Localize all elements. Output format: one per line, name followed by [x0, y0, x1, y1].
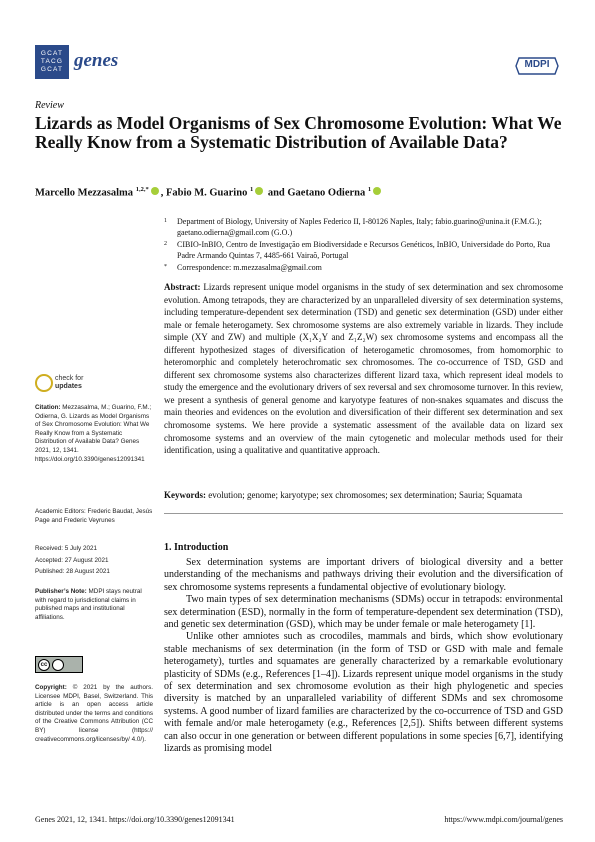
cc-license-badge[interactable] — [35, 656, 83, 673]
attribution-icon — [52, 659, 64, 671]
page-footer — [35, 815, 563, 824]
keywords-text: evolution; genome; karyotype; sex chromosomes; sex determination; Sauria; Squamata — [208, 490, 523, 500]
logo-line: GCAT — [40, 66, 64, 73]
logo-line: TACG — [40, 58, 64, 65]
body-text — [164, 557, 563, 756]
article-title: Lizards as Model Organisms of Sex Chromosome Evolution: What We Really Know from a Systematic Distribution of Available Data? — [35, 113, 562, 152]
cc-icon: cc — [38, 659, 50, 671]
paragraph: Unlike other amniotes such as crocodiles, mammals and birds, which show evolutionary stable mechanisms of sex determination (in the form of TSD or GSD with male and female heterogamety), turtles and squamates are generally characterized by a remarkable evolutionary plasticity of SDMs (e.g., References [1–4]). Lizards represent unique model organisms in the study of sex determination and sex chromosome evolution as their high phylogenetic and species diversity is matched by an unparalleled variability of different SDMs and sex chromosome systems. A good number of lizard families are characterized by the co-occurrence of TSD and GSD with female and/or male heterogamety (e.g., References [2,5]). Shifts between different systems can also occur in one generation or between different populations in some species [6,7], identifying lizards as promising model — [164, 631, 563, 755]
orcid-icon[interactable] — [255, 187, 263, 195]
author-name[interactable]: Marcello Mezzasalma — [35, 187, 134, 199]
author-affil-sup: 1 — [367, 186, 372, 193]
footer-citation: Genes 2021, 12, 1341. https://doi.org/10.3390/genes12091341 — [35, 815, 235, 824]
dates — [35, 545, 153, 577]
abstract — [164, 281, 563, 457]
copyright-label: Copyright: — [35, 684, 67, 691]
published-date: Published: 28 August 2021 — [35, 568, 110, 576]
publisher-note — [35, 588, 153, 622]
affiliation-text: Department of Biology, University of Naples Federico II, I-80126 Naples, Italy; fabio.guarino@unina.it (F.M.G.); gaetano.odierna@gmail.com (G.O.) — [177, 217, 542, 237]
article-type: Review — [35, 100, 64, 111]
orcid-icon[interactable] — [151, 187, 159, 195]
affiliation-item — [164, 263, 564, 274]
abstract-text: Lizards represent unique model organisms in the study of sex determination and sex chromosome evolution. Among tetrapods, they are characterized by an unparalleled diversity of sex determination systems, including temperature-dependent sex determination (TSD) and genetic sex determination (GSD) under either male or female heterogamety. Sex chromosome systems are also extremely variable in lizards. They include simple (XY and ZW) and multiple (X₁X₂Y and Z₁Z₂W) sex chromosome systems and encompass all the different hypothesized stages of diversification of heterogametic chromosomes, from homomorphic to heteromorphic and completely heterochromatic sex chromosomes. The co-occurrence of TSD, GSD and different sex chromosome systems also characterizes different lizard taxa, which represent ideal models to study the emergence and the evolutionary drivers of sex reversal and sex chromosome turnover. In this review, we present a synthesis of general genome and karyotype features of non-snakes squamates and discuss the main theories and evidences on the evolution and diversification of their different sex determination and sex chromosome systems. We here provide a systematic assessment of the available data on lizard sex chromosome systems and an overview of the main cytogenetic and molecular methods used for their identification, using a qualitative and quantitative approach. — [164, 282, 563, 456]
academic-editors: Academic Editors: Frederic Baudat, Jesús Page and Frederic Veyrunes — [35, 508, 153, 524]
citation-label: Citation: — [35, 404, 61, 411]
section-heading: 1. Introduction — [164, 542, 229, 553]
check-for-updates-button[interactable] — [35, 371, 153, 397]
publisher-note-text: MDPI stays neutral with regard to jurisdictional claims in published maps and institutional affiliations. — [35, 588, 142, 621]
check-updates-line: check for — [55, 375, 84, 382]
paragraph: Sex determination systems are important drivers of biological diversity and a better understanding of the mechanisms and pathways driving their evolution and the diversification of sex chromosome systems represents a fundamental objective of evolutionary biology. — [164, 557, 563, 593]
affiliation-text: CIBIO-InBIO, Centro de Investigação em Biodiversidade e Recursos Genéticos, InBIO, Universidade do Porto, Rua Padre Armando Quintas 7, 4485-661 Vairaõ, Portugal — [177, 240, 551, 260]
publisher-logo — [515, 57, 559, 75]
author-name[interactable]: Gaetano Odierna — [287, 187, 366, 199]
author-separator: , — [160, 187, 166, 199]
citation-text: Mezzasalma, M.; Guarino, F.M.; Odierna, G. Lizards as Model Organisms of Sex Chromosome Evolution: What We Really Know from a Systematic Distribution of Available Data? Genes 2021, 12, 1341. https://doi.org/10.3390/genes12091341 — [35, 404, 152, 463]
copyright-text: © 2021 by the authors. Licensee MDPI, Basel, Switzerland. This article is an open access article distributed under the terms and conditions of the Creative Commons Attribution (CC BY) license (https:// creativecommons.org/licenses/by/ 4.0/). — [35, 684, 153, 743]
author-name[interactable]: Fabio M. Guarino — [165, 187, 248, 199]
affiliation-number: * — [164, 264, 167, 270]
affiliation-number: 2 — [164, 241, 167, 247]
accepted-date: Accepted: 27 August 2021 — [35, 556, 109, 564]
affiliation-number: 1 — [164, 218, 167, 224]
author-affil-sup: 1,2,* — [135, 186, 149, 193]
journal-logo — [35, 45, 69, 79]
affiliation-item — [164, 240, 564, 261]
author-separator: and — [265, 187, 288, 199]
orcid-icon[interactable] — [373, 187, 381, 195]
divider — [164, 513, 563, 514]
check-updates-label — [55, 375, 83, 391]
abstract-label: Abstract: — [164, 282, 201, 292]
keywords-label: Keywords: — [164, 490, 206, 500]
author-list — [35, 186, 383, 199]
copyright — [35, 684, 153, 744]
logo-line: GCAT — [40, 50, 64, 57]
received-date: Received: 5 July 2021 — [35, 545, 97, 552]
paragraph: Two main types of sex determination mechanisms (SDMs) occur in tetrapods: environmental sex determination (ESD), normally in the form of temperature-dependent sex determination (TSD), and genetic sex determination (GSD), which may be under female or male heterogamety [1]. — [164, 594, 563, 631]
author-affil-sup: 1 — [249, 186, 254, 193]
footer-url[interactable]: https://www.mdpi.com/journal/genes — [444, 815, 563, 824]
publisher-logo-text: MDPI — [524, 59, 550, 70]
journal-name: genes — [74, 50, 119, 71]
check-updates-line: updates — [55, 383, 82, 390]
affiliation-item — [164, 217, 564, 238]
publisher-note-label: Publisher’s Note: — [35, 588, 87, 595]
affiliations — [164, 217, 564, 274]
check-updates-icon — [35, 374, 53, 392]
citation-block — [35, 404, 153, 464]
keywords — [164, 489, 563, 501]
correspondence-text: Correspondence: m.mezzasalma@gmail.com — [177, 263, 322, 272]
